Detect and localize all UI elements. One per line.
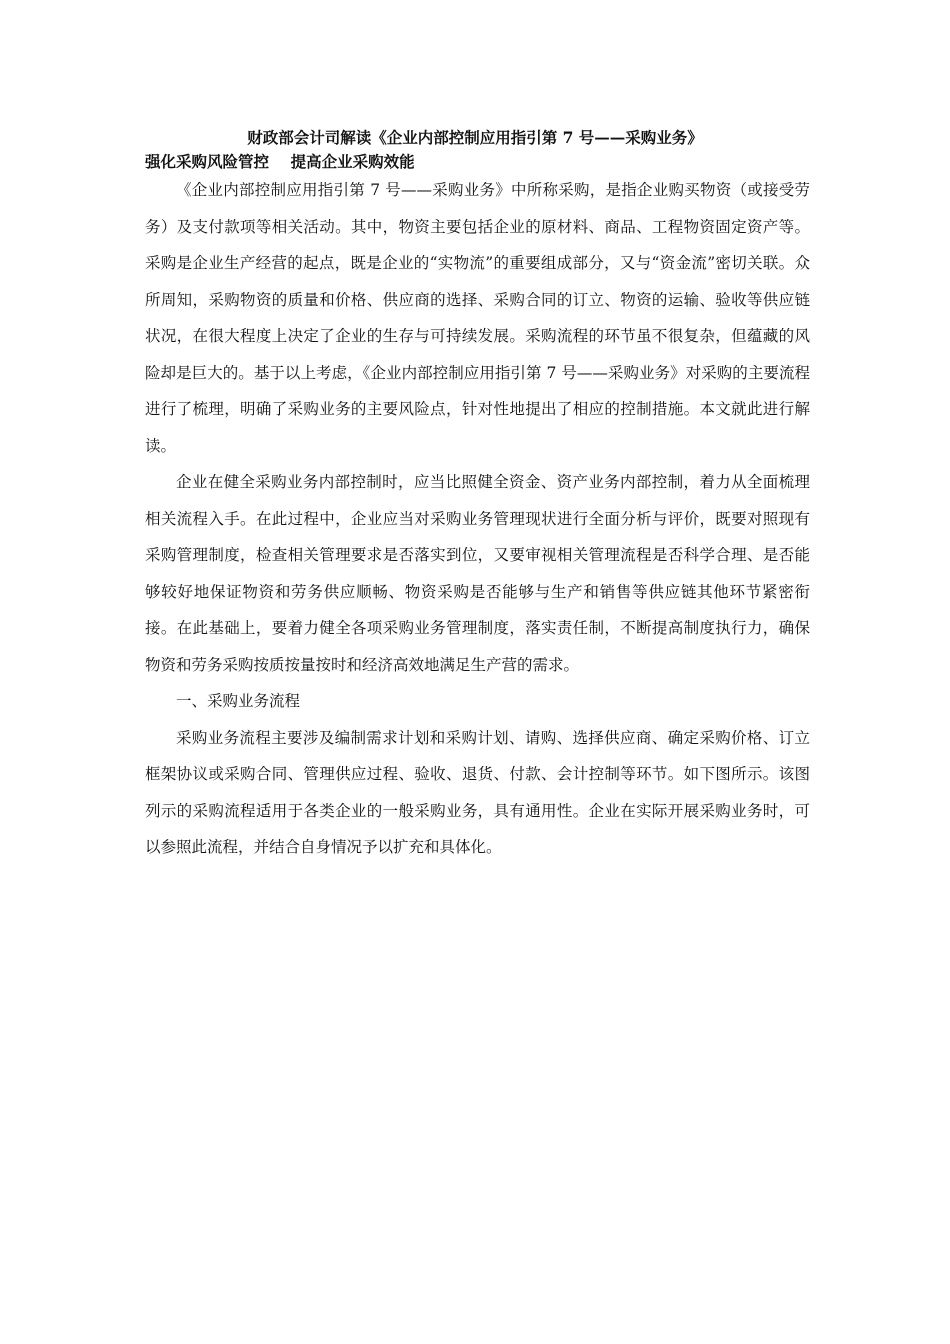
paragraph-intro: 《企业内部控制应用指引第 7 号——采购业务》中所称采购，是指企业购买物资（或接受劳务）及支付款项等相关活动。其中，物资主要包括企业的原材料、商品、工程物资固定资产等。采购是企业生产经营的起点，既是企业的“实物流”的重要组成部分，又与“资金流”密切关联。众所周知，采购物资的质量和价格、供应商的选择、采购合同的订立、物资的运输、验收等供应链状况，在很大程度上决定了企业的生存与可持续发展。采购流程的环节虽不很复杂，但蕴藏的风险却是巨大的。基于以上考虑，《企业内部控制应用指引第 7 号——采购业务》对采购的主要流程进行了梳理，明确了采购业务的主要风险点，针对性地提出了相应的控制措施。本文就此进行解读。 xyxy=(145,181,810,455)
document-body xyxy=(145,172,810,866)
section-heading-procurement-flow: 一、采购业务流程 xyxy=(176,692,301,710)
paragraph-procurement-flow: 采购业务流程主要涉及编制需求计划和采购计划、请购、选择供应商、确定采购价格、订立框架协议或采购合同、管理供应过程、验收、退货、付款、会计控制等环节。如下图所示。该图列示的采购流程适用于各类企业的一般采购业务，具有通用性。企业在实际开展采购业务时，可以参照此流程，并结合自身情况予以扩充和具体化。 xyxy=(145,728,810,856)
paragraph-internal-control: 企业在健全采购业务内部控制时，应当比照健全资金、资产业务内部控制，着力从全面梳理相关流程入手。在此过程中，企业应当对采购业务管理现状进行全面分析与评价，既要对照现有采购管理制度，检查相关管理要求是否落实到位，又要审视相关管理流程是否科学合理、是否能够较好地保证物资和劳务供应顺畅、物资采购是否能够与生产和销售等供应链其他环节紧密衔接。在此基础上，要着力健全各项采购业务管理制度，落实责任制，不断提高制度执行力，确保物资和劳务采购按质按量按时和经济高效地满足生产营的需求。 xyxy=(145,473,810,674)
document-title: 财政部会计司解读《企业内部控制应用指引第 7 号——采购业务》 xyxy=(247,128,703,147)
document-subtitle: 强化采购风险管控 提高企业采购效能 xyxy=(145,152,415,171)
